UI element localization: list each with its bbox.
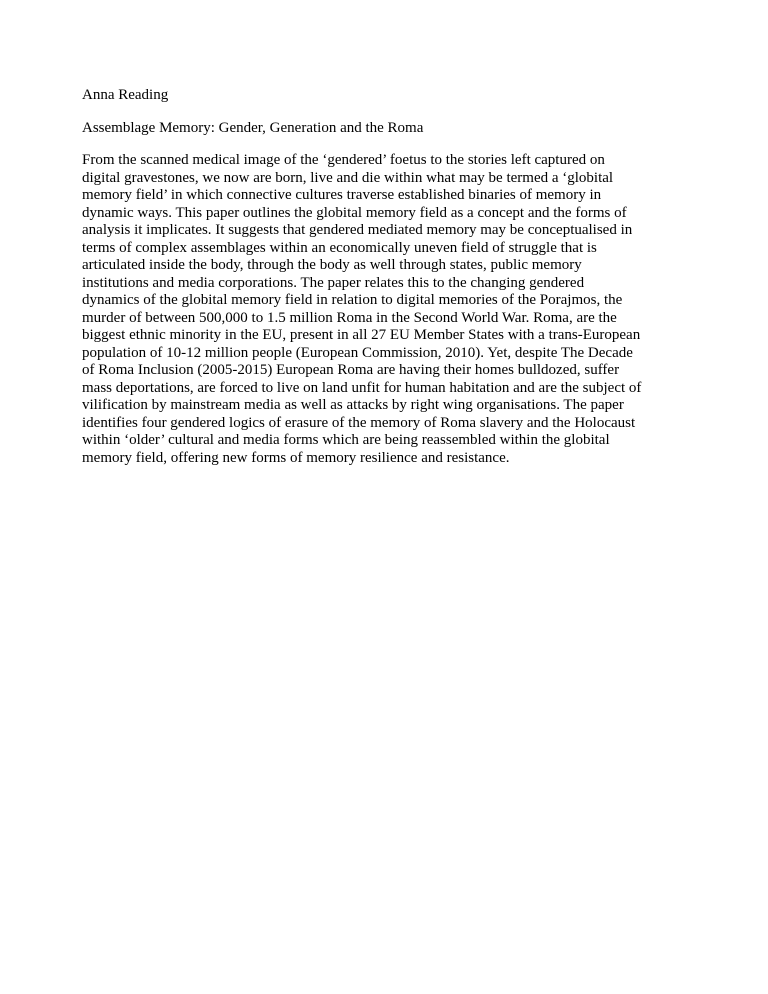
document-body xyxy=(82,87,702,467)
paper-title: Assemblage Memory: Gender, Generation and the Roma xyxy=(82,119,424,136)
abstract-paragraph: From the scanned medical image of the ‘gendered’ foetus to the stories left captured on digital gravestones, we now are born, live and die within what may be termed a ‘globital memory field’ in which connective cultures traverse established binaries of memory in dynamic ways. This paper outlines the globital memory field as a concept and the forms of analysis it implicates. It suggests that gendered mediated memory may be conceptualised in terms of complex assemblages within an economically uneven field of struggle that is articulated inside the body, through the body as well through states, public memory institutions and media corporations. The paper relates this to the changing gendered dynamics of the globital memory field in relation to digital memories of the Porajmos, the murder of between 500,000 to 1.5 million Roma in the Second World War. Roma, are the biggest ethnic minority in the EU, present in all 27 EU Member States with a trans-European population of 10-12 million people (European Commission, 2010). Yet, despite The Decade of Roma Inclusion (2005-2015) European Roma are having their homes bulldozed, suffer mass deportations, are forced to live on land unfit for human habitation and are the subject of vilification by mainstream media as well as attacks by right wing organisations. The paper identifies four gendered logics of erasure of the memory of Roma slavery and the Holocaust within ‘older’ cultural and media forms which are being reassembled within the globital memory field, offering new forms of memory resilience and resistance. xyxy=(82,152,642,466)
author-name: Anna Reading xyxy=(82,87,169,103)
